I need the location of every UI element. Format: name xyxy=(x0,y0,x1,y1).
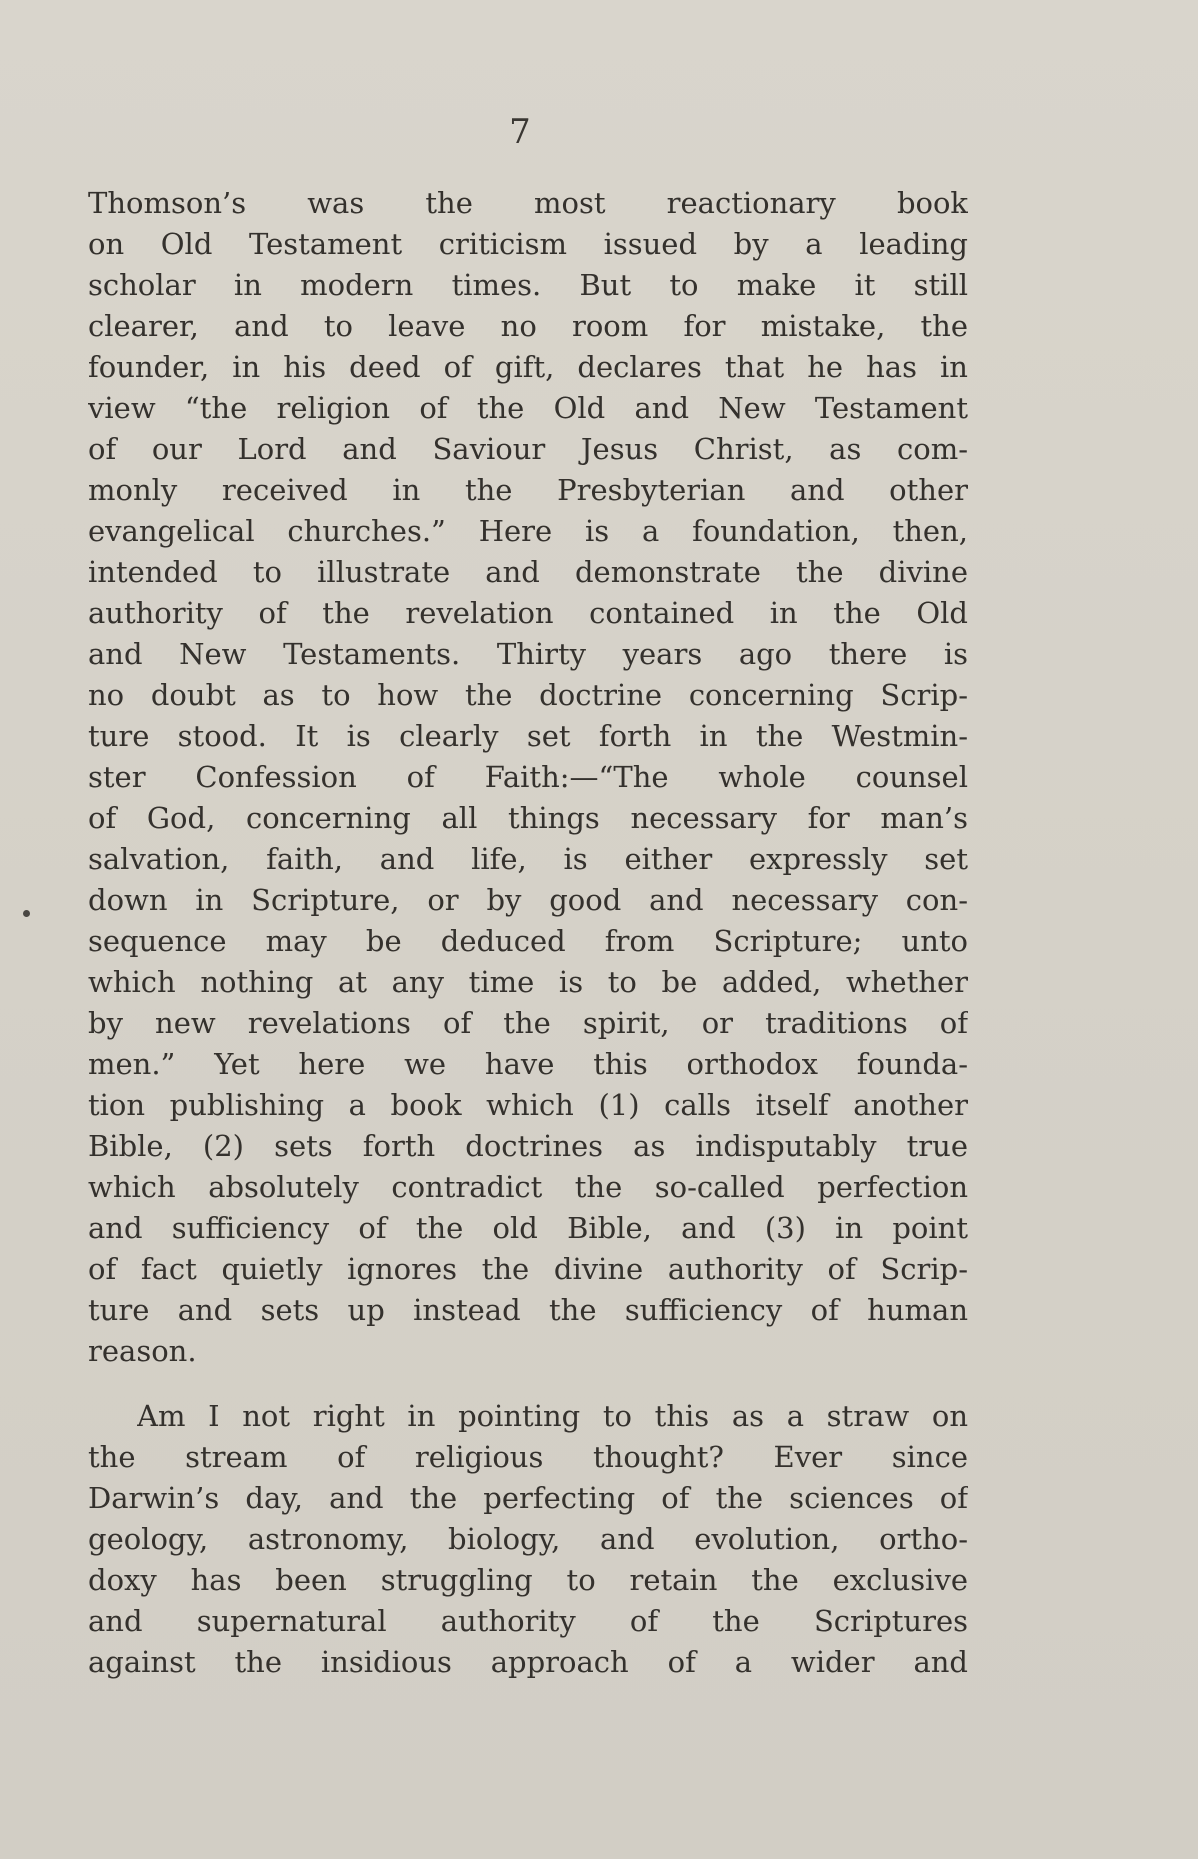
text-line: men.” Yet here we have this orthodox founda- xyxy=(88,1047,968,1081)
text-line: salvation, faith, and life, is either expressly set xyxy=(88,842,968,876)
page-number: 7 xyxy=(509,112,531,152)
text-line: by new revelations of the spirit, or traditions of xyxy=(88,1006,968,1040)
text-line: Thomson’s was the most reactionary book xyxy=(88,186,968,220)
text-line: authority of the revelation contained in the Old xyxy=(88,596,968,630)
text-line: no doubt as to how the doctrine concerning Scrip- xyxy=(88,678,968,712)
text-line: the stream of religious thought? Ever since xyxy=(88,1440,968,1474)
text-line: and New Testaments. Thirty years ago there is xyxy=(88,637,968,671)
text-line: Bible, (2) sets forth doctrines as indisputably true xyxy=(88,1129,968,1163)
text-line: ture and sets up instead the sufficiency of human xyxy=(88,1293,968,1327)
text-line: of our Lord and Saviour Jesus Christ, as com- xyxy=(88,432,968,466)
text-line: doxy has been struggling to retain the exclusive xyxy=(88,1563,968,1597)
text-line: sequence may be deduced from Scripture; unto xyxy=(88,924,968,958)
text-line: scholar in modern times. But to make it still xyxy=(88,268,968,302)
text-line: on Old Testament criticism issued by a leading xyxy=(88,227,968,261)
text-line: and supernatural authority of the Scriptures xyxy=(88,1604,968,1638)
text-line: Am I not right in pointing to this as a straw on xyxy=(137,1399,968,1433)
text-line: founder, in his deed of gift, declares that he has in xyxy=(88,350,968,384)
text-line: clearer, and to leave no room for mistake, the xyxy=(88,309,968,343)
text-line: view “the religion of the Old and New Testament xyxy=(88,391,968,425)
text-line: down in Scripture, or by good and necessary con- xyxy=(88,883,968,917)
text-line: which absolutely contradict the so-called perfection xyxy=(88,1170,968,1204)
text-line: ster Confession of Faith:—“The whole counsel xyxy=(88,760,968,794)
text-line: reason. xyxy=(88,1334,197,1368)
text-line: against the insidious approach of a wider and xyxy=(88,1645,968,1679)
text-line: ture stood. It is clearly set forth in the Westmin- xyxy=(88,719,968,753)
text-line: monly received in the Presbyterian and other xyxy=(88,473,968,507)
text-line: geology, astronomy, biology, and evolution, ortho- xyxy=(88,1522,968,1556)
text-line: intended to illustrate and demonstrate the divine xyxy=(88,555,968,589)
text-line: and sufficiency of the old Bible, and (3) in point xyxy=(88,1211,968,1245)
text-line: evangelical churches.” Here is a foundation, then, xyxy=(88,514,968,548)
text-line: of fact quietly ignores the divine authority of Scrip- xyxy=(88,1252,968,1286)
text-line: which nothing at any time is to be added, whether xyxy=(88,965,968,999)
margin-mark xyxy=(23,910,30,917)
text-line: tion publishing a book which (1) calls itself another xyxy=(88,1088,968,1122)
text-line: of God, concerning all things necessary for man’s xyxy=(88,801,968,835)
text-line: Darwin’s day, and the perfecting of the sciences of xyxy=(88,1481,968,1515)
